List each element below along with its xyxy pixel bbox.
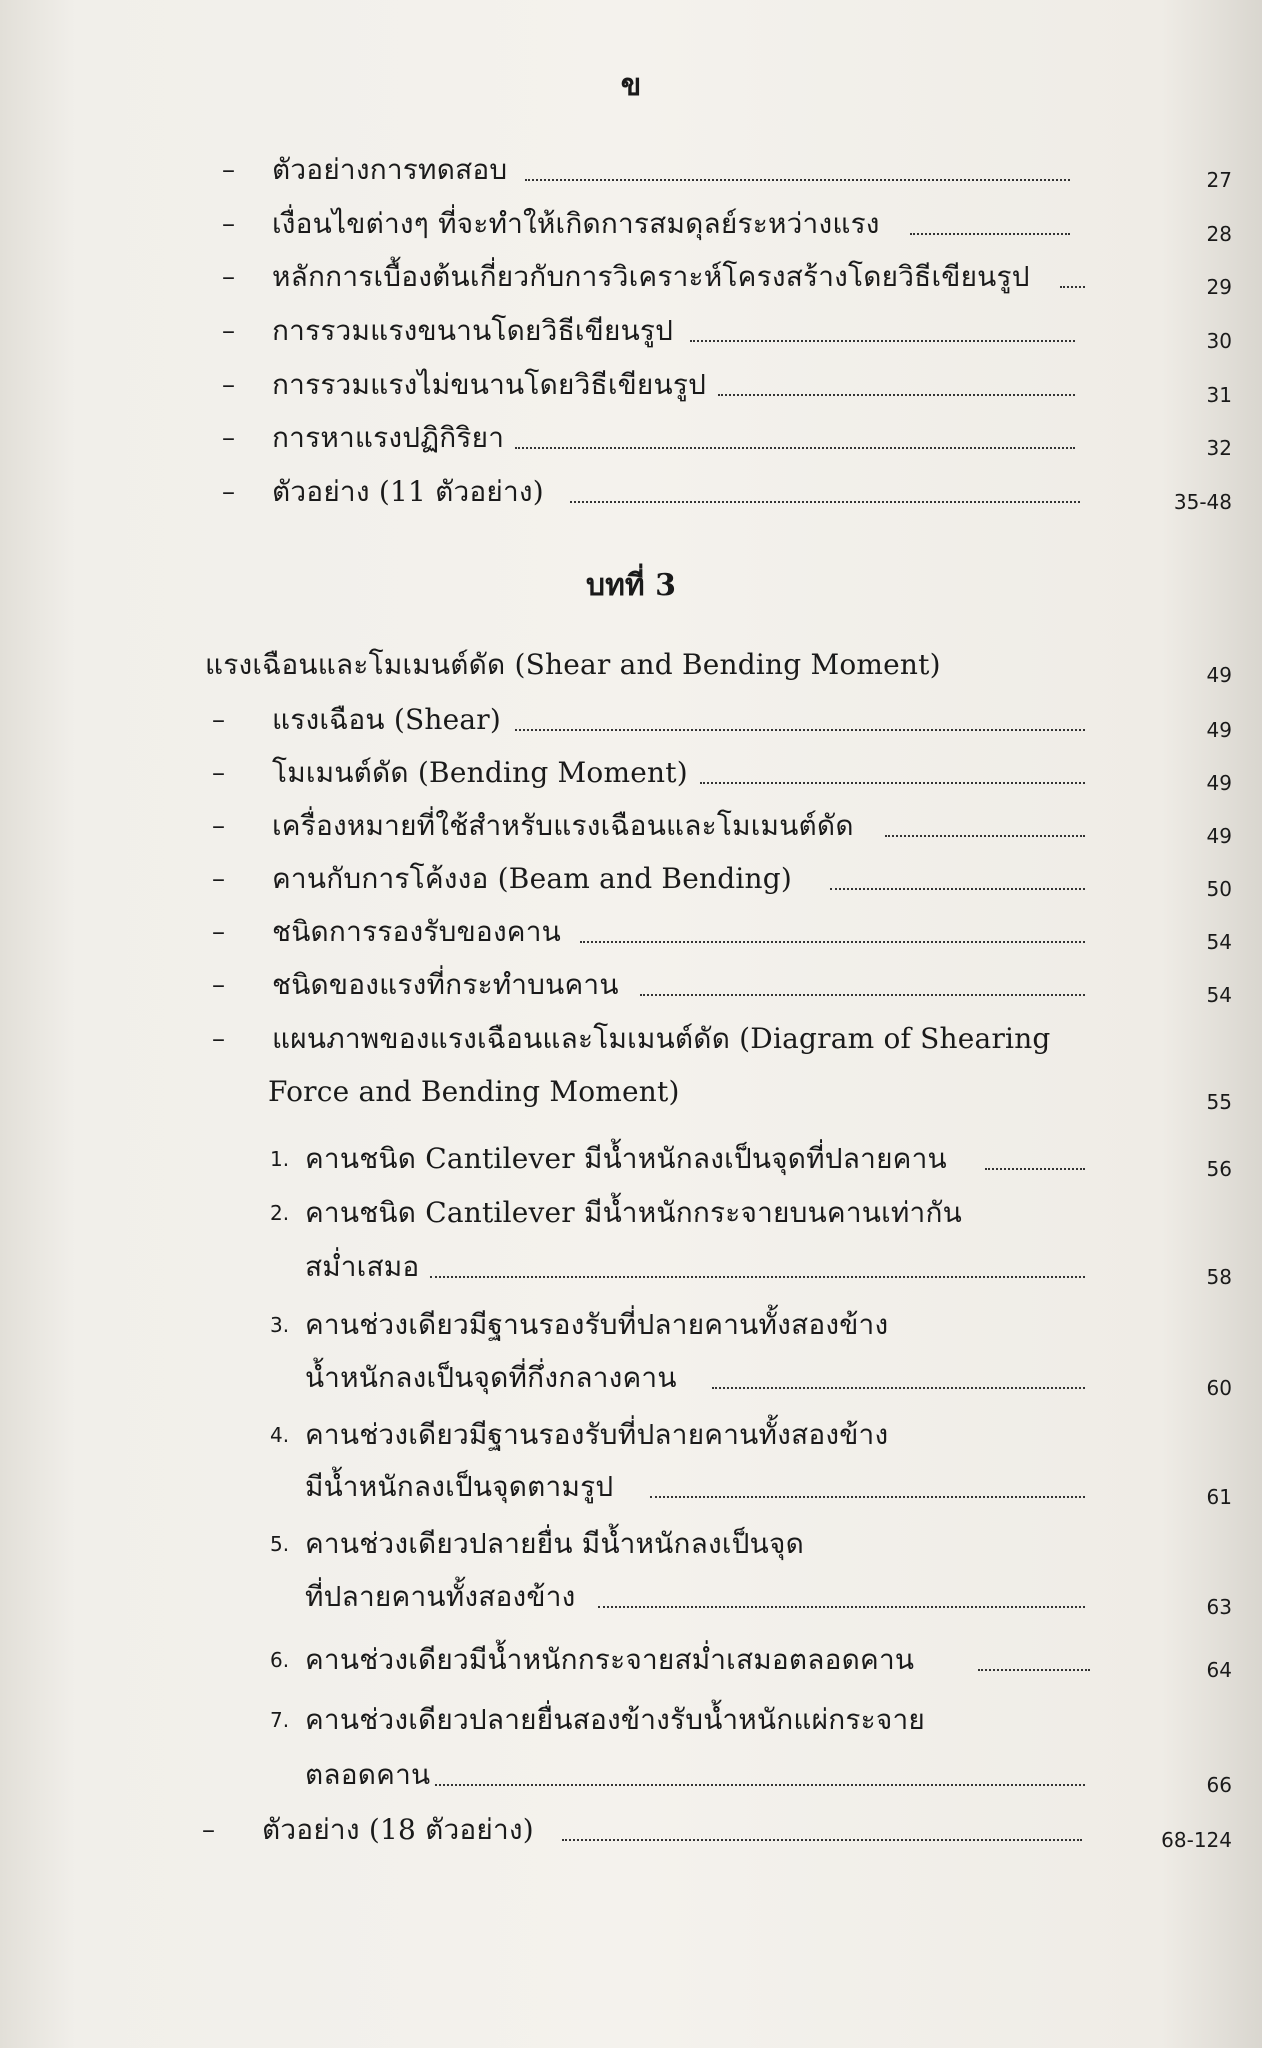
page-number: ข [620, 68, 642, 103]
dot-leader [978, 1669, 1090, 1671]
numbered-entry-text: คานช่วงเดียวปลายยื่น มีน้ำหนักลงเป็นจุด [305, 1527, 804, 1560]
numbered-entry-page: 56 [1206, 1157, 1232, 1181]
numbered-entry-continuation [0, 1572, 1262, 1622]
toc-entry [0, 1805, 1262, 1855]
numbered-entry-continuation [0, 1242, 1262, 1292]
bullet-dash: – [222, 316, 235, 346]
numbered-entry-page: 58 [1206, 1265, 1232, 1289]
numbered-entry-text: คานช่วงเดียวมีฐานรองรับที่ปลายคานทั้งสองข้าง [305, 1418, 889, 1451]
toc-entry [0, 199, 1262, 249]
numbered-entry [0, 1134, 1262, 1184]
numbered-entry-page: 60 [1206, 1376, 1232, 1400]
bullet-dash: – [212, 1024, 225, 1054]
toc-entry [0, 960, 1262, 1010]
toc-entry-page: 32 [1206, 436, 1232, 460]
bullet-dash: – [222, 477, 235, 507]
entry-number: 3. [270, 1313, 290, 1337]
dot-leader [718, 394, 1075, 396]
numbered-entry [0, 1695, 1262, 1745]
dot-leader [910, 233, 1070, 235]
toc-entry-continuation [0, 1067, 1262, 1117]
toc-entry [0, 413, 1262, 463]
bullet-dash: – [222, 423, 235, 453]
numbered-entry [0, 1519, 1262, 1569]
dot-leader [1060, 286, 1085, 288]
entry-number: 4. [270, 1423, 290, 1447]
entry-number: 2. [270, 1201, 290, 1225]
dot-leader [650, 1496, 1085, 1498]
toc-entry-text: การรวมแรงขนานโดยวิธีเขียนรูป [272, 314, 674, 347]
toc-entry [0, 145, 1262, 195]
toc-entry-page: 68-124 [1161, 1828, 1232, 1852]
toc-entry-text: ตัวอย่าง (11 ตัวอย่าง) [272, 475, 544, 508]
toc-entry-text: ตัวอย่าง (18 ตัวอย่าง) [262, 1813, 534, 1846]
numbered-entry [0, 1300, 1262, 1350]
dot-leader [690, 340, 1075, 342]
dot-leader [712, 1387, 1085, 1389]
numbered-entry-continuation-text: ตลอดคาน [305, 1758, 431, 1791]
dot-leader [885, 835, 1085, 837]
toc-entry [0, 1014, 1262, 1064]
toc-entry-text: การหาแรงปฏิกิริยา [272, 421, 505, 454]
toc-entry-page: 31 [1206, 383, 1232, 407]
numbered-entry-text: คานช่วงเดียวมีฐานรองรับที่ปลายคานทั้งสองข้าง [305, 1308, 889, 1341]
toc-entry-text: การรวมแรงไม่ขนานโดยวิธีเขียนรูป [272, 368, 707, 401]
toc-entry [0, 252, 1262, 302]
numbered-entry-page: 63 [1206, 1595, 1232, 1619]
toc-entry [0, 467, 1262, 517]
chapter-title-page: 49 [1206, 663, 1232, 687]
numbered-entry-page: 66 [1206, 1773, 1232, 1797]
chapter-heading: บทที่ 3 [586, 568, 676, 603]
toc-entry [0, 748, 1262, 798]
toc-entry-page: 49 [1206, 718, 1232, 742]
toc-entry-page: 35-48 [1173, 490, 1232, 514]
toc-entry-text: เงื่อนไขต่างๆ ที่จะทำให้เกิดการสมดุลย์ระหว่างแรง [272, 207, 880, 240]
numbered-entry-text: คานช่วงเดียวปลายยื่นสองข้างรับน้ำหนักแผ่กระจาย [305, 1703, 926, 1736]
dot-leader [985, 1168, 1085, 1170]
toc-entry [0, 854, 1262, 904]
entry-number: 6. [270, 1648, 290, 1672]
toc-entry-page: 30 [1206, 329, 1232, 353]
bullet-dash: – [222, 370, 235, 400]
numbered-entry-continuation-text: น้ำหนักลงเป็นจุดที่กึ่งกลางคาน [305, 1361, 677, 1394]
toc-entry-text: แรงเฉือน (Shear) [272, 703, 501, 736]
toc-entry-page: 54 [1206, 930, 1232, 954]
chapter-title: แรงเฉือนและโมเมนต์ดัด (Shear and Bending Moment) [205, 648, 941, 681]
numbered-entry-page: 61 [1206, 1485, 1232, 1509]
toc-entry [0, 360, 1262, 410]
bullet-dash: – [212, 970, 225, 1000]
bullet-dash: – [222, 209, 235, 239]
dot-leader [525, 179, 1070, 181]
toc-entry [0, 695, 1262, 745]
dot-leader [515, 447, 1075, 449]
numbered-entry-continuation-text: ที่ปลายคานทั้งสองข้าง [305, 1580, 576, 1613]
entry-number: 5. [270, 1532, 290, 1556]
toc-entry-text: แผนภาพของแรงเฉือนและโมเมนต์ดัด (Diagram of Shearing [272, 1022, 1051, 1055]
bullet-dash: – [212, 811, 225, 841]
entry-number: 1. [270, 1147, 290, 1171]
toc-entry-text: โมเมนต์ดัด (Bending Moment) [272, 756, 688, 789]
toc-entry-text: คานกับการโค้งงอ (Beam and Bending) [272, 862, 792, 895]
toc-entry-page: 49 [1206, 771, 1232, 795]
numbered-entry [0, 1635, 1262, 1685]
numbered-entry-text: คานชนิด Cantilever มีน้ำหนักกระจายบนคานเท่ากัน [305, 1196, 962, 1229]
toc-entry-text: หลักการเบื้องต้นเกี่ยวกับการวิเคราะห์โครงสร้างโดยวิธีเขียนรูป [272, 260, 1030, 293]
numbered-entry-text: คานช่วงเดียวมีน้ำหนักกระจายสม่ำเสมอตลอดคาน [305, 1643, 915, 1676]
toc-entry [0, 907, 1262, 957]
bullet-dash: – [212, 758, 225, 788]
toc-entry [0, 306, 1262, 356]
bullet-dash: – [202, 1815, 215, 1845]
bullet-dash: – [222, 262, 235, 292]
chapter-title-entry [0, 640, 1262, 690]
toc-entry [0, 801, 1262, 851]
toc-entry-page: 50 [1206, 877, 1232, 901]
toc-entry-page: 54 [1206, 983, 1232, 1007]
toc-entry-page: 29 [1206, 275, 1232, 299]
toc-entry-page: 55 [1206, 1090, 1232, 1114]
dot-leader [435, 1784, 1085, 1786]
bullet-dash: – [212, 705, 225, 735]
bullet-dash: – [212, 917, 225, 947]
numbered-entry-continuation [0, 1353, 1262, 1403]
numbered-entry-continuation-text: มีน้ำหนักลงเป็นจุดตามรูป [305, 1470, 614, 1503]
dot-leader [570, 501, 1080, 503]
entry-number: 7. [270, 1708, 290, 1732]
toc-entry-page: 28 [1206, 222, 1232, 246]
dot-leader [700, 782, 1085, 784]
numbered-entry-text: คานชนิด Cantilever มีน้ำหนักลงเป็นจุดที่ปลายคาน [305, 1142, 947, 1175]
numbered-entry-continuation [0, 1462, 1262, 1512]
toc-entry-text: ตัวอย่างการทดสอบ [272, 153, 508, 186]
numbered-entry-page: 64 [1206, 1658, 1232, 1682]
toc-entry-text: เครื่องหมายที่ใช้สำหรับแรงเฉือนและโมเมนต์ดัด [272, 809, 854, 842]
dot-leader [562, 1839, 1082, 1841]
toc-entry-text: ชนิดการรองรับของคาน [272, 915, 562, 948]
toc-entry-continuation-text: Force and Bending Moment) [268, 1075, 680, 1108]
dot-leader [830, 888, 1085, 890]
numbered-entry-continuation-text: สม่ำเสมอ [305, 1250, 420, 1283]
numbered-entry [0, 1410, 1262, 1460]
dot-leader [640, 994, 1085, 996]
dot-leader [598, 1606, 1085, 1608]
bullet-dash: – [212, 864, 225, 894]
toc-entry-page: 49 [1206, 824, 1232, 848]
dot-leader [580, 941, 1085, 943]
dot-leader [515, 729, 1085, 731]
dot-leader [430, 1276, 1085, 1278]
toc-entry-page: 27 [1206, 168, 1232, 192]
numbered-entry [0, 1188, 1262, 1238]
bullet-dash: – [222, 155, 235, 185]
numbered-entry-continuation [0, 1750, 1262, 1800]
toc-entry-text: ชนิดของแรงที่กระทำบนคาน [272, 968, 619, 1001]
